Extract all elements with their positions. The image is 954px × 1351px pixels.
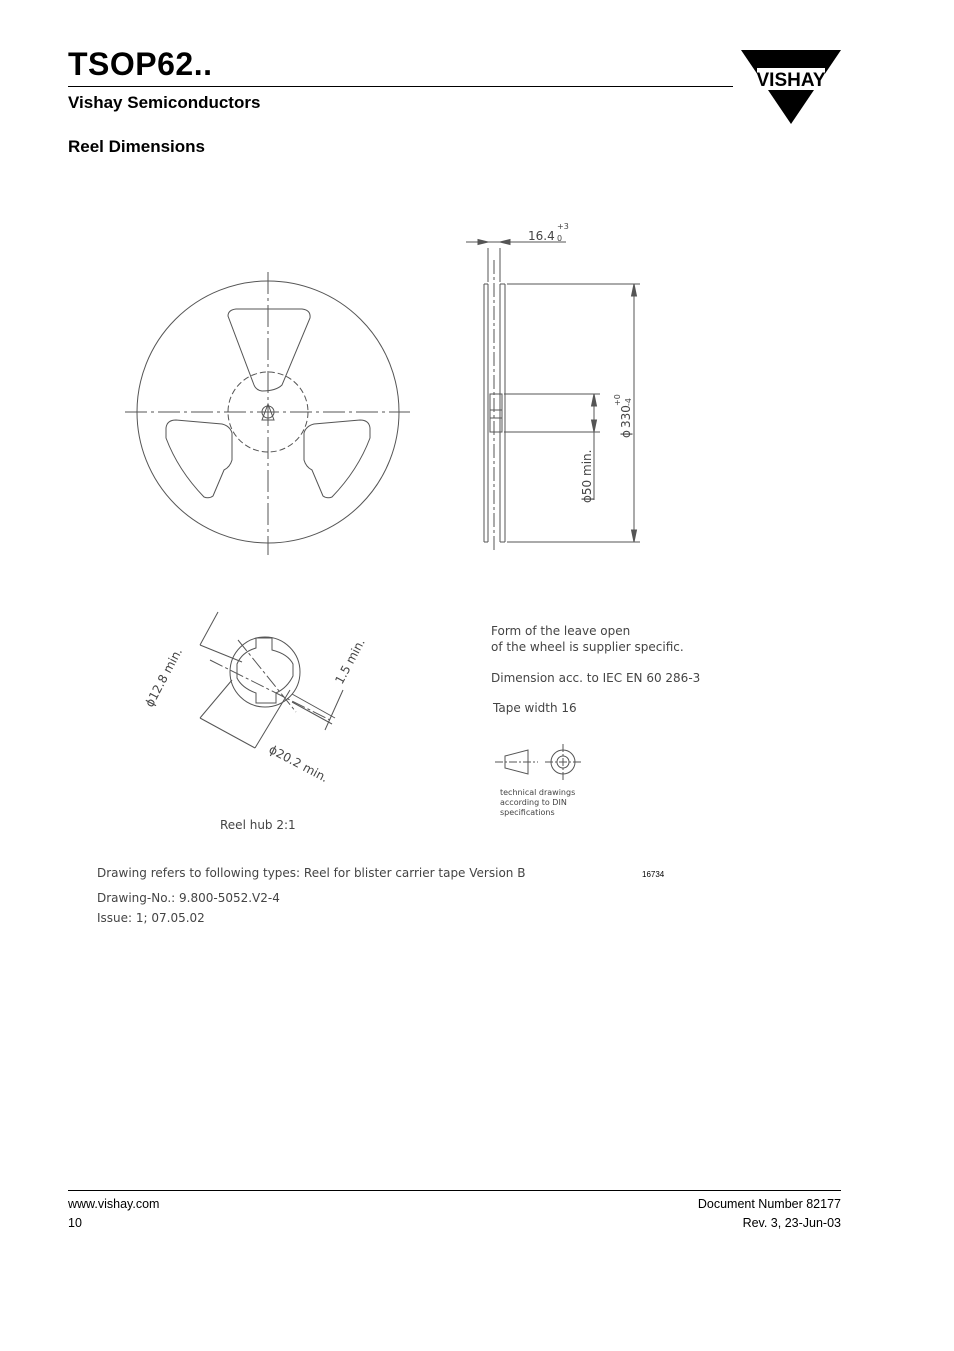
issue-text: Issue: 1; 07.05.02 xyxy=(97,911,205,925)
hub-detail-axis-1 xyxy=(210,660,330,720)
dia-arrow-top xyxy=(632,284,637,296)
drawing-refers-text: Drawing refers to following types: Reel for blister carrier tape Version B xyxy=(97,866,526,880)
footer-page-number: 10 xyxy=(68,1216,82,1230)
hub-dim-text: ϕ50 min. xyxy=(580,449,594,503)
width-dim-sup: +3 xyxy=(557,222,569,231)
document-title: TSOP62.. xyxy=(68,46,213,82)
hub-detail-circle xyxy=(230,637,300,707)
figure-id: 16734 xyxy=(642,870,665,879)
dia-dim-symbol: ϕ xyxy=(619,430,633,438)
reel-window-top xyxy=(228,309,310,391)
dia-dim-sub: -4 xyxy=(624,398,633,406)
hub-inner-dim xyxy=(200,612,218,645)
hub-arrow-top xyxy=(592,394,597,406)
dia-dim-sup: +0 xyxy=(613,394,622,406)
din-line-2: according to DIN xyxy=(500,798,567,807)
section-title: Reel Dimensions xyxy=(68,137,205,156)
drawing-number-text: Drawing-No.: 9.800-5052.V2-4 xyxy=(97,891,280,905)
hub-detail-profile xyxy=(237,638,293,703)
footer-document-number: Document Number 82177 xyxy=(697,1197,841,1211)
hub-outer-ext-1 xyxy=(200,680,232,718)
note-1-line-2: of the wheel is supplier specific. xyxy=(491,640,684,654)
hub-caption: Reel hub 2:1 xyxy=(220,818,296,832)
note-1-line-1: Form of the leave open xyxy=(491,624,631,638)
dia-dim-text: 330 xyxy=(619,405,633,428)
hub-arrow-bottom xyxy=(592,420,597,432)
hub-slot-dim xyxy=(325,690,343,730)
dia-arrow-bottom xyxy=(632,530,637,542)
hub-outer-ext-2 xyxy=(255,690,290,748)
width-dim-text: 16.4 xyxy=(528,229,555,243)
din-line-1: technical drawings xyxy=(500,788,576,797)
hub-outer-dim-text: ϕ20.2 min. xyxy=(266,742,331,786)
width-arrow-left xyxy=(478,240,488,245)
note-2: Dimension acc. to IEC EN 60 286-3 xyxy=(491,671,701,685)
footer-website: www.vishay.com xyxy=(68,1197,160,1211)
hub-slot-dim-text: 1.5 min. xyxy=(332,636,368,687)
hub-inner-dim-text: ϕ12.8 min. xyxy=(142,645,186,710)
logo-text: VISHAY xyxy=(756,70,826,91)
dia-dim-label xyxy=(613,394,633,438)
width-dim-sub: 0 xyxy=(557,234,563,243)
reel-window-right xyxy=(304,420,370,498)
reel-window-left xyxy=(166,420,232,498)
note-3: Tape width 16 xyxy=(493,701,577,715)
width-arrow-right xyxy=(500,240,510,245)
din-line-3: specifications xyxy=(500,808,555,817)
footer-revision: Rev. 3, 23-Jun-03 xyxy=(742,1216,841,1230)
company-subtitle: Vishay Semiconductors xyxy=(68,93,261,112)
hub-outer-dim xyxy=(200,718,255,748)
footer-rule xyxy=(68,1190,841,1191)
hub-detail-axis-2 xyxy=(238,640,296,712)
